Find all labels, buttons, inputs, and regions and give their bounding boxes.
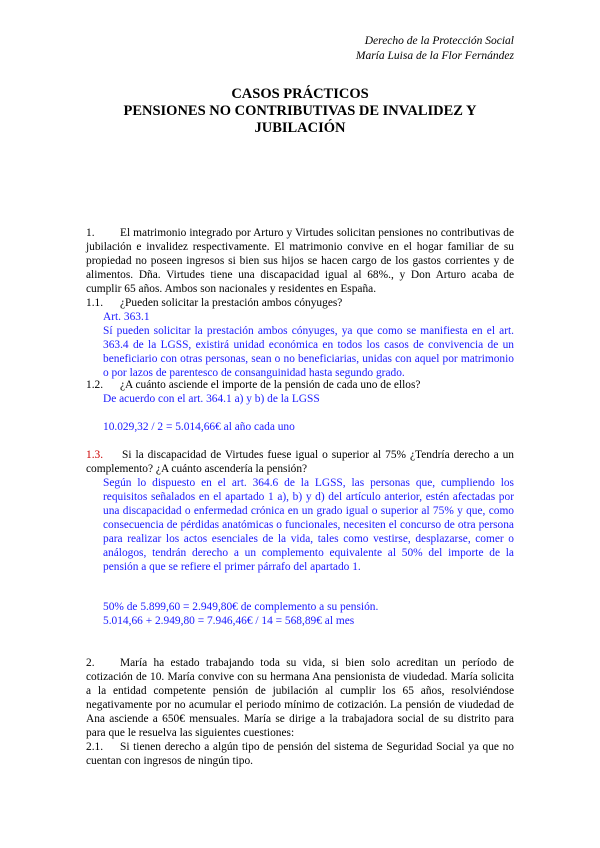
title-line-3: JUBILACIÓN (254, 120, 346, 136)
question-1-2-number: 1.2. (86, 379, 104, 391)
question-1-3 (86, 448, 514, 476)
page-header (356, 34, 514, 64)
answer-1-2-reference: De acuerdo con el art. 364.1 a) y b) de la LGSS (103, 393, 320, 405)
answer-1-1 (86, 310, 514, 380)
case-1-number: 1. (86, 227, 95, 239)
question-2-1 (86, 740, 514, 768)
question-2-1-number: 2.1. (86, 741, 104, 753)
question-1-2-text: ¿A cuánto asciende el importe de la pensión de cada uno de ellos? (120, 379, 421, 391)
question-1-1-text: ¿Pueden solicitar la prestación ambos cónyuges? (120, 297, 343, 309)
case-2-text: María ha estado trabajando toda su vida, si bien solo acreditan un período de cotización de 10. María convive con su hermana Ana pensionista de viudedad. María solicita a la entidad competente pensión de jubilación al cumplir los 65 años, resolviéndose negativamente por no acumular el periodo mínimo de cotización. La pensión de viudedad de Ana asciende a 650€ mensuales. María se dirige a la trabajadora social de su distrito para para que le resuelva las siguientes cuestiones: (86, 657, 514, 739)
question-1-1-number: 1.1. (86, 297, 104, 309)
title-line-1: CASOS PRÁCTICOS (231, 86, 369, 102)
document-title (86, 86, 514, 137)
case-1-text: El matrimonio integrado por Arturo y Virtudes solicitan pensiones no contributivas de jubilación e invalidez respectivamente. El matrimonio convive en el hogar familiar de su propiedad no poseen ingresos si bien sus hijos se hacen cargo de los gastos corrientes y de alimentos. Dña. Virtudes tiene una discapacidad igual al 68%., y Don Arturo acaba de cumplir 65 años. Ambos son nacionales y residentes en España. (86, 227, 514, 295)
case-2-statement (86, 656, 514, 740)
answer-1-1-text: Sí pueden solicitar la prestación ambos cónyuges, ya que como se manifiesta en el art. 363.4 de la LGSS, existirá unidad económica en todos los casos de convivencia de un beneficiario con otras personas, sean o no beneficiarias, unidas con aquel por matrimonio o por lazos de parentesco de consanguinidad hasta segundo grado. (103, 325, 514, 379)
title-line-2: PENSIONES NO CONTRIBUTIVAS DE INVALIDEZ Y (123, 103, 477, 119)
answer-1-3-text: Según lo dispuesto en el art. 364.6 de la LGSS, las personas que, cumpliendo los requisitos señalados en el apartado 1 a), b) y d) del artículo anterior, estén afectadas por una discapacidad o enfermedad crónica en un grado igual o superior al 75% y que, como consecuencia de pérdidas anatómicas o funcionales, necesiten el concurso de otra persona para realizar los actos esenciales de la vida, tales como vestirse, desplazarse, comer o análogos, tendrán derecho a un complemento equivalente al 50% del importe de la pensión a que se refiere el primer párrafo del apartado 1. (103, 477, 514, 573)
question-1-3-text: Si la discapacidad de Virtudes fuese igual o superior al 75% ¿Tendría derecho a un complemento? ¿A cuánto ascendería la pensión? (86, 449, 514, 475)
case-1-statement (86, 226, 514, 296)
answer-1-1-reference: Art. 363.1 (103, 311, 150, 323)
course-name: Derecho de la Protección Social (364, 35, 514, 47)
case-2-number: 2. (86, 657, 95, 669)
question-2-1-text: Si tienen derecho a algún tipo de pensión del sistema de Seguridad Social ya que no cuentan con ingresos de ningún tipo. (86, 741, 514, 767)
answer-1-3-calculation-2: 5.014,66 + 2.949,80 = 7.946,46€ / 14 = 568,89€ al mes (103, 615, 355, 627)
question-1-2 (86, 378, 514, 392)
question-1-3-number: 1.3. (86, 449, 104, 461)
answer-1-2-calculation: 10.029,32 / 2 = 5.014,66€ al año cada uno (103, 421, 295, 433)
question-1-1 (86, 296, 514, 310)
author-name: María Luisa de la Flor Fernández (355, 50, 514, 62)
answer-1-3-calculation-1: 50% de 5.899,60 = 2.949,80€ de complemento a su pensión. (103, 601, 379, 613)
